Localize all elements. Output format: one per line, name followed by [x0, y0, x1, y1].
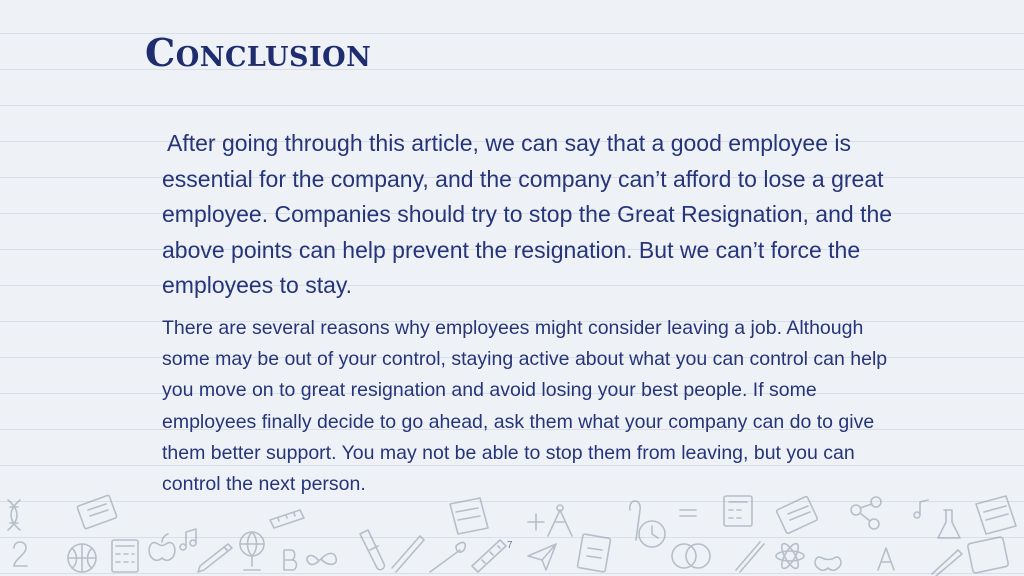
letter-a-icon [878, 548, 894, 570]
notebook-icon [77, 495, 117, 529]
dna-icon [8, 500, 20, 530]
apple-icon [149, 534, 175, 560]
clipboard-icon [577, 534, 610, 572]
notebook-icon-2 [776, 496, 818, 534]
compass-icon [548, 505, 572, 536]
flask-icon [938, 510, 960, 538]
clock-icon [639, 521, 665, 547]
letter-b-icon [284, 550, 297, 570]
ruler-icon-2 [472, 540, 506, 572]
paintbrush-icon [430, 543, 465, 572]
slide-title: Conclusion [145, 30, 372, 75]
pencil-icon-2 [392, 536, 424, 572]
calculator-icon [112, 540, 138, 572]
apple-icon-2 [815, 557, 841, 570]
body-paragraph: There are several reasons why employees might consider leaving a job. Although some may be out of your control, staying active about what you can control can help you move on to great resignation and avoid losing your best people. If some employees finally decide to go ahead, ask them what your company can do to give them better support. You may not be able to stop them from leaving, but you can control the next person. [162, 317, 888, 496]
paper-plane-icon [528, 544, 556, 570]
music-note-icon-2 [914, 500, 928, 518]
basketball-icon [68, 544, 96, 572]
atom-icon [776, 541, 804, 570]
page-number: 7 [507, 540, 513, 551]
tablet-icon [967, 537, 1008, 574]
pencil-icon [198, 544, 232, 572]
ruler-icon [270, 510, 304, 528]
pen-icon [932, 550, 962, 576]
globe-icon [240, 532, 264, 570]
book-icon [976, 496, 1016, 534]
lead-paragraph: After going through this article, we can say that a good employee is essential for the company, and the company can’t afford to lose a great employee. Companies should try to stop the Great Resignation, and the above points can help prevent the resignation. But we can’t force the employees to stay. [162, 130, 893, 298]
molecule-icon [851, 497, 881, 529]
number-2-icon [14, 542, 27, 566]
music-note-icon [180, 529, 196, 550]
equals-icon [680, 510, 696, 516]
infinity-icon [307, 553, 336, 564]
book-open-icon [450, 498, 488, 534]
test-tube-icon [360, 530, 384, 570]
doodle-border [0, 480, 1024, 576]
calculator-icon-2 [724, 496, 752, 526]
venn-icon [672, 544, 710, 568]
plus-icon [528, 514, 544, 530]
pencil-icon-3 [736, 542, 764, 572]
